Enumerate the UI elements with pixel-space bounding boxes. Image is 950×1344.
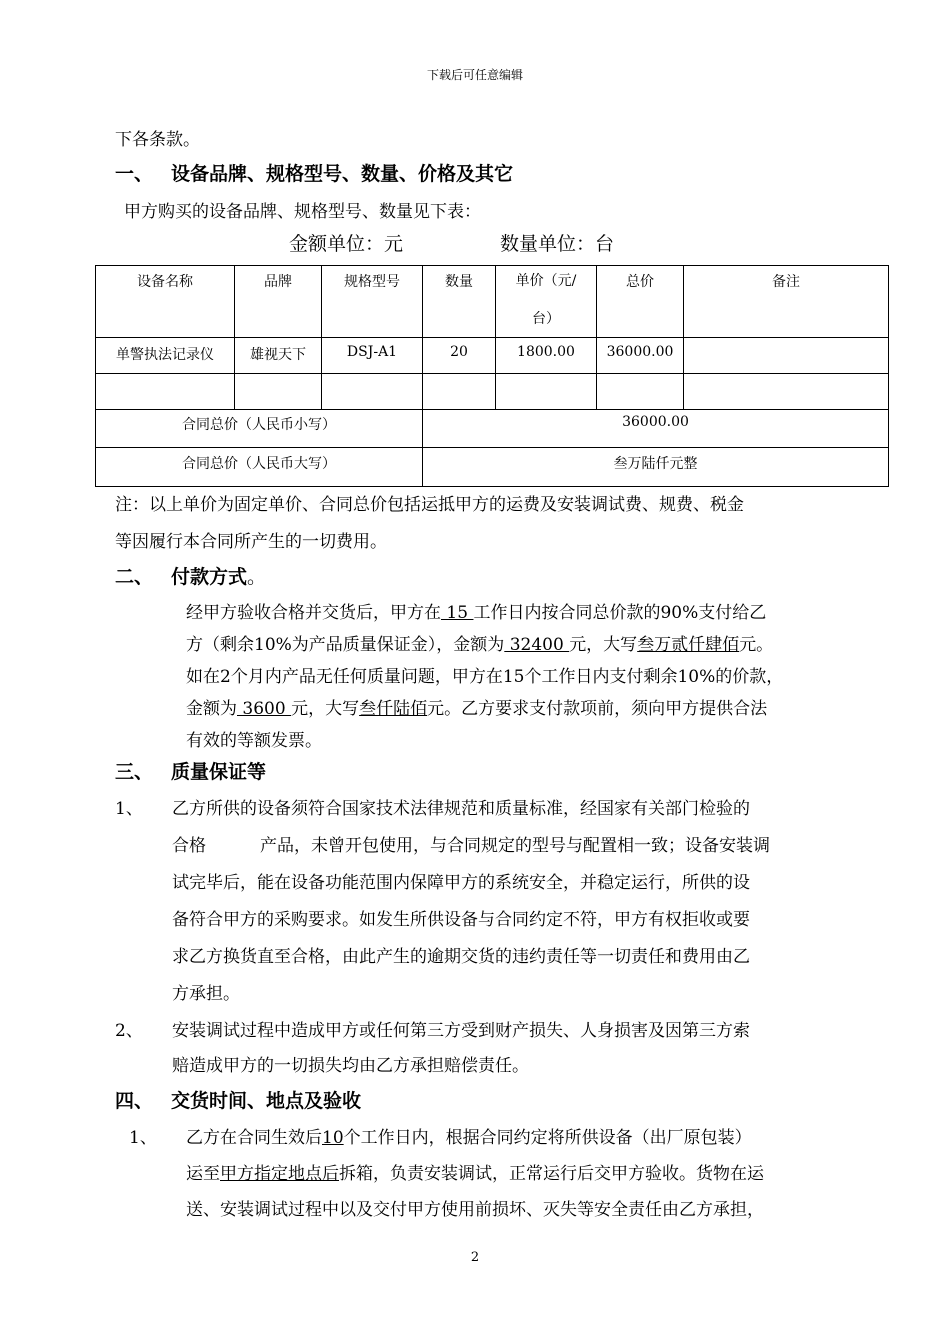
intro-tail: 下各条款。 (115, 130, 200, 150)
text: 拆箱，负责安装调试，正常运行后交甲方验收。货物在运 (339, 1164, 764, 1184)
quality-item-1-line: 求乙方换货直至合格，由此产生的逾期交货的违约责任等一切责任和费用由乙 (172, 947, 750, 967)
amount-value: 32400 (504, 635, 570, 655)
header-cell: 总价 (597, 266, 684, 338)
table-cell (235, 374, 322, 410)
table-cell: 36000.00 (597, 338, 684, 374)
table-cell (96, 374, 235, 410)
note-line-1: 注：以上单价为固定单价、合同总价包括运抵甲方的运费及安装调试费、规费、税金 (115, 495, 744, 515)
amount-words: 叁万贰仟肆佰 (637, 635, 740, 655)
text: 方（剩余10%为产品质量保证金），金额为 (186, 635, 505, 655)
page-header: 下载后可任意编辑 (426, 68, 523, 82)
section-number: 二、 (115, 566, 154, 588)
table-header-row (96, 266, 889, 338)
quality-item-1-line: 备符合甲方的采购要求。如发生所供设备与合同约定不符，甲方有权拒收或要 (172, 910, 750, 930)
quality-item-1-line: 合格 产品，未曾开包使用，与合同规定的型号与配置相一致；设备安装调 (172, 836, 771, 856)
equipment-table (95, 265, 889, 487)
table-cell: 1800.00 (496, 338, 597, 374)
payment-line-2 (186, 630, 773, 655)
table-cell (597, 374, 684, 410)
text: 元，大写 (291, 699, 360, 719)
header-cell: 备注 (684, 266, 889, 338)
section-number: 四、 (115, 1090, 154, 1112)
quality-item-1-number: 1、 (115, 799, 143, 819)
header-line: 台） (532, 311, 560, 327)
table-cell: DSJ-A1 (322, 338, 423, 374)
amount-unit: 金额单位：元 (289, 233, 404, 255)
table-row-empty (96, 374, 889, 410)
location: 甲方指定地点后 (220, 1164, 339, 1184)
quantity-unit: 数量单位：台 (500, 233, 615, 255)
section-title: 设备品牌、规格型号、数量、价格及其它 (171, 163, 514, 185)
total-small-value: 36000.00 (423, 410, 889, 448)
text: 工作日内按合同总价款的90%支付给乙 (473, 603, 767, 623)
total-big-label: 合同总价（人民币大写） (96, 448, 423, 487)
text: 个工作日内，根据合同约定将所供设备（出厂原包装） (343, 1128, 752, 1148)
table-cell (496, 374, 597, 410)
total-big-value: 叁万陆仟元整 (423, 448, 889, 487)
quality-item-2-line: 安装调试过程中造成甲方或任何第三方受到财产损失、人身损害及因第三方索 (172, 1021, 750, 1041)
section-title: 付款方式 (171, 566, 248, 588)
text: 乙方在合同生效后 (186, 1128, 322, 1148)
text: 元，大写 (569, 635, 638, 655)
delivery-line-1 (186, 1123, 752, 1148)
section-4-heading (115, 1086, 361, 1113)
days-value: 10 (322, 1128, 344, 1148)
payment-line-4 (186, 694, 767, 719)
s1-text: 甲方购买的设备品牌、规格型号、数量见下表： (124, 202, 481, 222)
total-small-row (96, 410, 889, 448)
delivery-line-2 (186, 1159, 764, 1184)
total-big-row (96, 448, 889, 487)
section-number: 一、 (115, 163, 154, 185)
section-3-heading (115, 757, 266, 784)
text: 经甲方验收合格并交货后，甲方在 (186, 603, 441, 623)
note-line-2: 等因履行本合同所产生的一切费用。 (115, 532, 387, 552)
delivery-item-1-number: 1、 (129, 1128, 157, 1148)
table-cell: 20 (423, 338, 496, 374)
days-value: 15 (441, 603, 474, 623)
section-title: 交货时间、地点及验收 (171, 1090, 362, 1112)
table-row (96, 338, 889, 374)
amount-value: 3600 (237, 699, 292, 719)
quality-item-2-line: 赔造成甲方的一切损失均由乙方承担赔偿责任。 (172, 1056, 529, 1076)
payment-line-1 (186, 598, 766, 623)
payment-line-3: 如在2个月内产品无任何质量问题，甲方在15个工作日内支付剩余10%的价款， (186, 667, 784, 687)
text: 元。乙方要求支付款项前，须向甲方提供合法 (427, 699, 768, 719)
text: 金额为 (186, 699, 237, 719)
header-cell: 设备名称 (96, 266, 235, 338)
page-number: 2 (470, 1250, 480, 1265)
header-cell: 数量 (423, 266, 496, 338)
table-cell: 雄视天下 (235, 338, 322, 374)
payment-line-5: 有效的等额发票。 (186, 731, 322, 751)
section-2-heading (115, 562, 266, 589)
header-cell: 规格型号 (322, 266, 423, 338)
quality-item-1-line: 方承担。 (172, 984, 240, 1004)
total-small-label: 合同总价（人民币小写） (96, 410, 423, 448)
header-cell-unit-price (496, 266, 597, 338)
header-line: 单价（元/ (515, 273, 577, 289)
quality-item-1-line: 乙方所供的设备须符合国家技术法律规范和质量标准，经国家有关部门检验的 (172, 799, 750, 819)
table-cell (684, 374, 889, 410)
section-title-suffix: 。 (247, 566, 267, 588)
section-1-heading (115, 159, 513, 186)
section-number: 三、 (115, 761, 154, 783)
quality-item-2-number: 2、 (115, 1021, 143, 1041)
header-cell: 品牌 (235, 266, 322, 338)
amount-words: 叁仟陆佰 (359, 699, 428, 719)
quality-item-1-line: 试完毕后，能在设备功能范围内保障甲方的系统安全，并稳定运行，所供的设 (172, 873, 750, 893)
text: 运至 (186, 1164, 220, 1184)
table-cell (684, 338, 889, 374)
delivery-line-3: 送、安装调试过程中以及交付甲方使用前损坏、灭失等安全责任由乙方承担， (186, 1200, 764, 1220)
table-cell (322, 374, 423, 410)
section-title: 质量保证等 (171, 761, 267, 783)
text: 元。 (739, 635, 774, 655)
table-cell (423, 374, 496, 410)
table-cell: 单警执法记录仪 (96, 338, 235, 374)
